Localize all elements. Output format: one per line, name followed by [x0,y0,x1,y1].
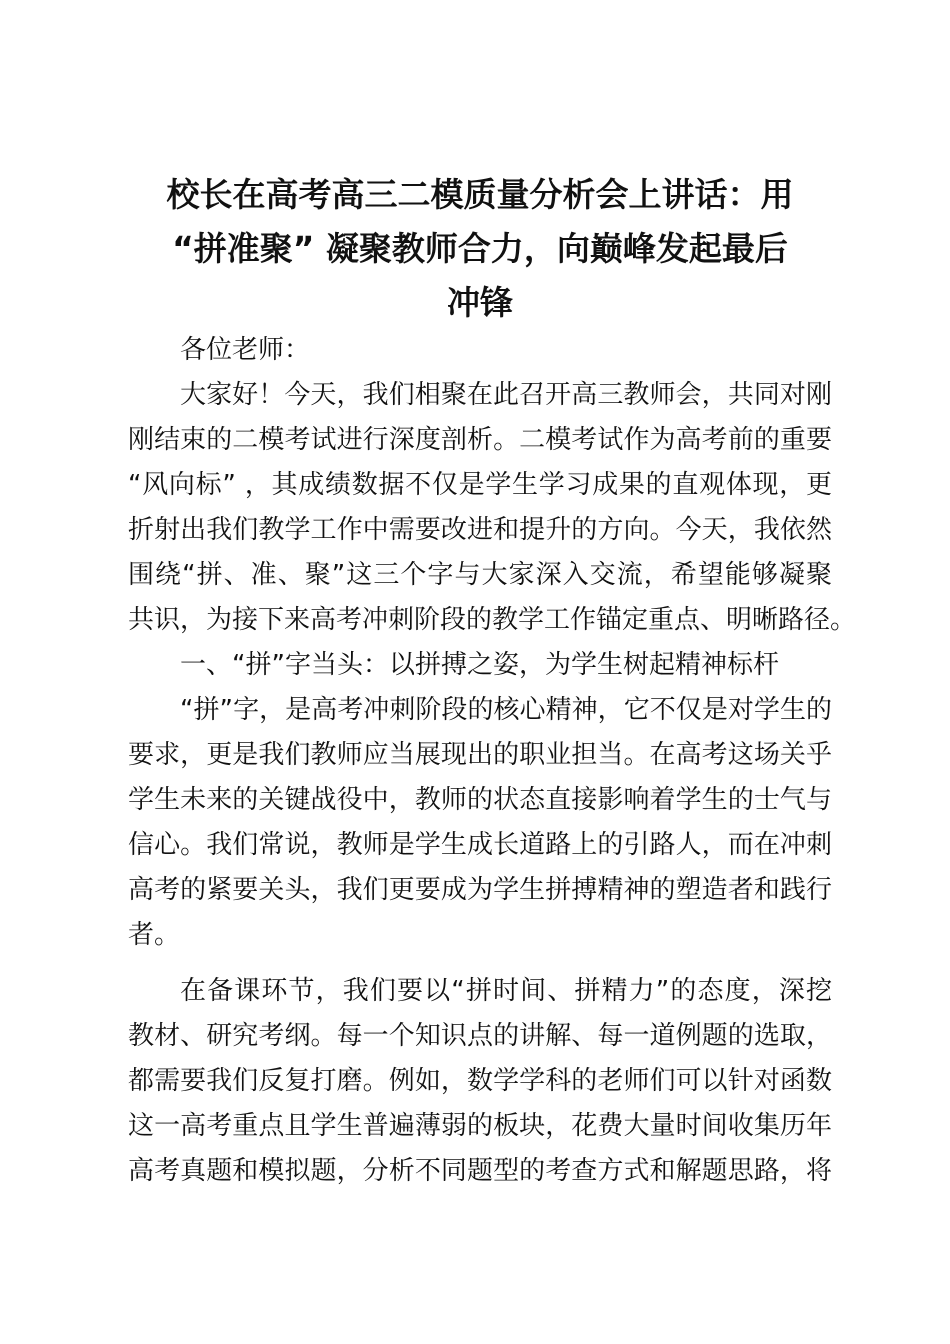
title-line: “拼准聚” 凝聚教师合力，向巅峰发起最后 [172,229,788,268]
paragraph-line: 刚结束的二模考试进行深度剖析。二模考试作为高考前的重要 [128,425,832,455]
paragraph-line: 都需要我们反复打磨。例如，数学学科的老师们可以针对函数 [128,1066,832,1096]
salutation [128,328,832,373]
paragraph-spacer [128,958,832,969]
paragraph-line: 学生未来的关键战役中，教师的状态直接影响着学生的士气与 [128,785,832,815]
paragraph-line: 高考真题和模拟题，分析不同题型的考查方式和解题思路，将 [128,1156,832,1186]
paragraph-line: 这一高考重点且学生普遍薄弱的板块，花费大量时间收集历年 [128,1111,832,1141]
paragraph-line: 教材、研究考纲。每一个知识点的讲解、每一道例题的选取， [128,1021,832,1051]
paragraph-line: 信心。我们常说，教师是学生成长道路上的引路人，而在冲刺 [128,830,832,860]
paragraph-pin [128,688,832,958]
salutation-text: 各位老师： [180,335,311,365]
paragraph-line: “拼”字，是高考冲刺阶段的核心精神，它不仅是对学生的 [180,695,832,725]
paragraph-line: 者。 [128,920,181,950]
paragraph-line: “风向标” ，其成绩数据不仅是学生学习成果的直观体现，更 [128,470,832,500]
title-line: 冲锋 [447,283,513,322]
document-title [130,168,830,330]
title-line: 校长在高考高三二模质量分析会上讲话：用 [166,175,794,214]
paragraph-line: 在备课环节，我们要以“拼时间、拼精力”的态度，深挖 [180,976,832,1006]
paragraph-line: 要求，更是我们教师应当展现出的职业担当。在高考这场关乎 [128,740,832,770]
paragraph-opening [128,373,857,643]
paragraph-line: 围绕“拼、准、聚”这三个字与大家深入交流，希望能够凝聚 [128,560,832,590]
paragraph-line: 高考的紧要关头，我们更要成为学生拼搏精神的塑造者和践行 [128,875,832,905]
paragraph-line: 折射出我们教学工作中需要改进和提升的方向。今天，我依然 [128,515,832,545]
paragraph-line: 共识，为接下来高考冲刺阶段的教学工作锚定重点、明晰路径。 [128,605,857,635]
paragraph-line: 大家好！今天，我们相聚在此召开高三教师会，共同对刚 [180,380,832,410]
section-heading [128,643,832,688]
section-heading-text: 一、“拼”字当头：以拼搏之姿，为学生树起精神标杆 [180,650,779,680]
paragraph-lesson-prep [128,969,832,1194]
document-body [128,328,857,1194]
